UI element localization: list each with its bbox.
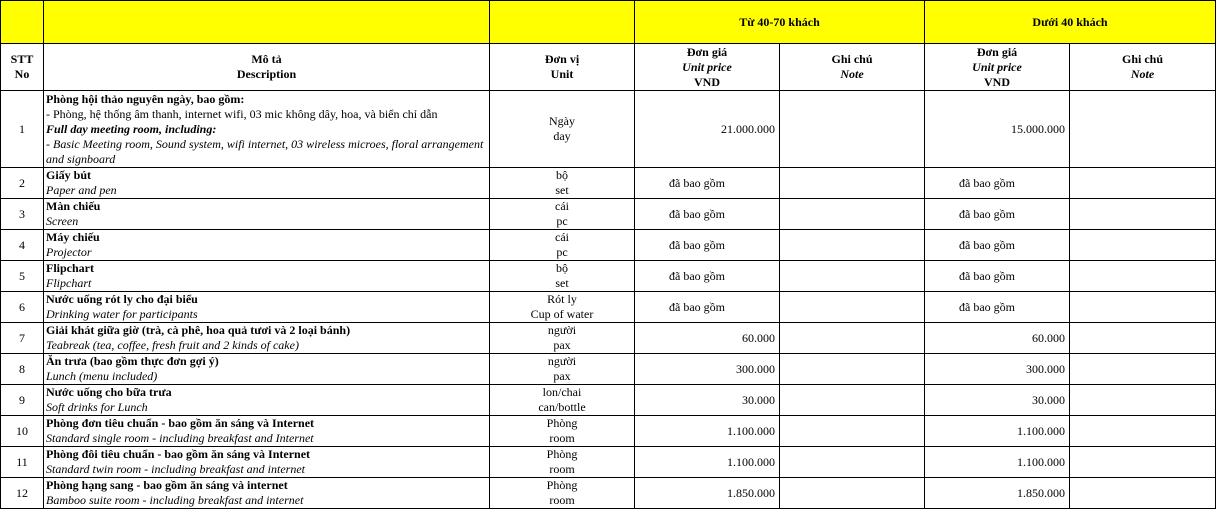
row-title-en: Bamboo suite room - including breakfast and internet <box>46 493 304 507</box>
row-number: 3 <box>1 199 44 230</box>
row-description <box>44 230 490 261</box>
table-row <box>1 292 1216 323</box>
table-row <box>1 416 1216 447</box>
row-unit: cái pc <box>490 199 635 230</box>
table-row <box>1 478 1216 509</box>
group-header-40-70: Từ 40-70 khách <box>635 1 925 44</box>
row-number: 10 <box>1 416 44 447</box>
group-header-row <box>1 1 1216 44</box>
row-note-b <box>1070 261 1216 292</box>
row-price-a: 30.000 <box>635 385 780 416</box>
row-title-en: Drinking water for participants <box>46 307 198 321</box>
row-number: 6 <box>1 292 44 323</box>
row-description <box>44 447 490 478</box>
row-title-en: Standard twin room - including breakfast and internet <box>46 462 305 476</box>
row-description <box>44 416 490 447</box>
row-note-a <box>780 354 925 385</box>
table-row <box>1 261 1216 292</box>
row-price-a: đã bao gồm <box>635 199 780 230</box>
table-row <box>1 199 1216 230</box>
row-number: 1 <box>1 91 44 168</box>
row-price-a: đã bao gồm <box>635 292 780 323</box>
row-price-a: 21.000.000 <box>635 91 780 168</box>
row-note-a <box>780 261 925 292</box>
row-title-vi: Phòng đôi tiêu chuẩn - bao gồm ăn sáng và Internet <box>46 447 311 461</box>
row-number: 7 <box>1 323 44 354</box>
row-price-b: 60.000 <box>925 323 1070 354</box>
row-note-a <box>780 323 925 354</box>
row-price-b: 15.000.000 <box>925 91 1070 168</box>
row-price-b: đã bao gồm <box>925 199 1070 230</box>
group-header-under-40: Dưới 40 khách <box>925 1 1216 44</box>
col-header-note-b: Ghi chú Note <box>1070 44 1216 91</box>
row-price-a: 1.100.000 <box>635 447 780 478</box>
row-description <box>44 261 490 292</box>
row-note-a <box>780 292 925 323</box>
row-title-en: Standard single room - including breakfast and Internet <box>46 431 314 445</box>
table-row <box>1 385 1216 416</box>
row-unit: Rót ly Cup of water <box>490 292 635 323</box>
header-blank-cell <box>490 1 635 44</box>
row-unit: Phòng room <box>490 416 635 447</box>
row-number: 12 <box>1 478 44 509</box>
row-description <box>44 199 490 230</box>
row-note-a <box>780 385 925 416</box>
row-unit: bộ set <box>490 261 635 292</box>
row-title-en: Teabreak (tea, coffee, fresh fruit and 2 kinds of cake) <box>46 338 299 352</box>
row-note-a <box>780 168 925 199</box>
row-description <box>44 478 490 509</box>
row-number: 8 <box>1 354 44 385</box>
row-note-b <box>1070 416 1216 447</box>
col-header-price-b: Đơn giá Unit price VND <box>925 44 1070 91</box>
row-price-b: 30.000 <box>925 385 1070 416</box>
row-price-a: 300.000 <box>635 354 780 385</box>
row-unit: lon/chai can/bottle <box>490 385 635 416</box>
row-number: 2 <box>1 168 44 199</box>
row-title-en: Paper and pen <box>46 183 117 197</box>
row-unit: Ngày day <box>490 91 635 168</box>
row-note-a <box>780 478 925 509</box>
row-price-a: đã bao gồm <box>635 261 780 292</box>
row-description <box>44 292 490 323</box>
row-price-b: 1.100.000 <box>925 416 1070 447</box>
row-price-b: đã bao gồm <box>925 168 1070 199</box>
row-unit: bộ set <box>490 168 635 199</box>
row-title-vi: Flipchart <box>46 261 94 275</box>
row-title-en: Screen <box>46 214 79 228</box>
table-row <box>1 91 1216 168</box>
table-row <box>1 447 1216 478</box>
row-description <box>44 168 490 199</box>
col-header-description: Mô tả Description <box>44 44 490 91</box>
row-price-b: đã bao gồm <box>925 261 1070 292</box>
row-description: Phòng hội thảo nguyên ngày, bao gồm: - Phòng, hệ thống âm thanh, internet wifi, 03 mic không dây, hoa, và biển chỉ dẫn Full day meeting room, including: - Basic Meeting room, Sound system, wifi internet, 03 wireless microes, floral arrangement and signboard <box>44 91 490 168</box>
row-description <box>44 385 490 416</box>
row-note-b <box>1070 447 1216 478</box>
col-header-stt: STT No <box>1 44 44 91</box>
row-note-b <box>1070 323 1216 354</box>
header-blank-cell <box>1 1 44 44</box>
row-price-a: 1.100.000 <box>635 416 780 447</box>
row-note-b <box>1070 230 1216 261</box>
row-price-b: 1.100.000 <box>925 447 1070 478</box>
row-title-vi: Giấy bút <box>46 168 92 182</box>
row-price-a: 1.850.000 <box>635 478 780 509</box>
row-price-a: 60.000 <box>635 323 780 354</box>
row-number: 5 <box>1 261 44 292</box>
row-unit: người pax <box>490 354 635 385</box>
row-price-a: đã bao gồm <box>635 230 780 261</box>
row-note-b <box>1070 199 1216 230</box>
row-number: 4 <box>1 230 44 261</box>
row-unit: Phòng room <box>490 478 635 509</box>
row-unit: Phòng room <box>490 447 635 478</box>
table-row <box>1 168 1216 199</box>
row-title-vi: Phòng đơn tiêu chuẩn - bao gồm ăn sáng và Internet <box>46 416 315 430</box>
row-note-b <box>1070 168 1216 199</box>
row-unit: người pax <box>490 323 635 354</box>
row-price-b: đã bao gồm <box>925 230 1070 261</box>
row-price-a: đã bao gồm <box>635 168 780 199</box>
row-number: 11 <box>1 447 44 478</box>
row-title-vi: Phòng hạng sang - bao gồm ăn sáng và internet <box>46 478 288 492</box>
col-header-unit: Đơn vị Unit <box>490 44 635 91</box>
row-note-b <box>1070 91 1216 168</box>
row-title-vi: Giải khát giữa giờ (trà, cà phê, hoa quả tươi và 2 loại bánh) <box>46 323 351 337</box>
row-note-b <box>1070 385 1216 416</box>
row-unit: cái pc <box>490 230 635 261</box>
row-title-en: Lunch (menu included) <box>46 369 158 383</box>
row-price-b: 1.850.000 <box>925 478 1070 509</box>
row-title-en: Soft drinks for Lunch <box>46 400 148 414</box>
row-price-b: 300.000 <box>925 354 1070 385</box>
col-header-price-a: Đơn giá Unit price VND <box>635 44 780 91</box>
row-note-b <box>1070 354 1216 385</box>
row-note-a <box>780 416 925 447</box>
row-price-b: đã bao gồm <box>925 292 1070 323</box>
row-title-en: Projector <box>46 245 92 259</box>
row-title-vi: Máy chiếu <box>46 230 100 244</box>
row-note-a <box>780 447 925 478</box>
row-number: 9 <box>1 385 44 416</box>
row-title-vi: Màn chiếu <box>46 199 101 213</box>
row-title-vi: Nước uống cho bữa trưa <box>46 385 172 399</box>
row-note-a <box>780 199 925 230</box>
row-note-a <box>780 230 925 261</box>
column-header-row <box>1 44 1216 91</box>
table-row <box>1 230 1216 261</box>
header-blank-cell <box>44 1 490 44</box>
row-note-a <box>780 91 925 168</box>
row-description <box>44 323 490 354</box>
table-row <box>1 354 1216 385</box>
row-title-en: Flipchart <box>46 276 92 290</box>
row-description <box>44 354 490 385</box>
row-title-vi: Ăn trưa (bao gồm thực đơn gợi ý) <box>46 354 219 368</box>
col-header-note-a: Ghi chú Note <box>780 44 925 91</box>
row-note-b <box>1070 292 1216 323</box>
row-title-vi: Nước uống rót ly cho đại biểu <box>46 292 198 306</box>
table-row <box>1 323 1216 354</box>
row-note-b <box>1070 478 1216 509</box>
